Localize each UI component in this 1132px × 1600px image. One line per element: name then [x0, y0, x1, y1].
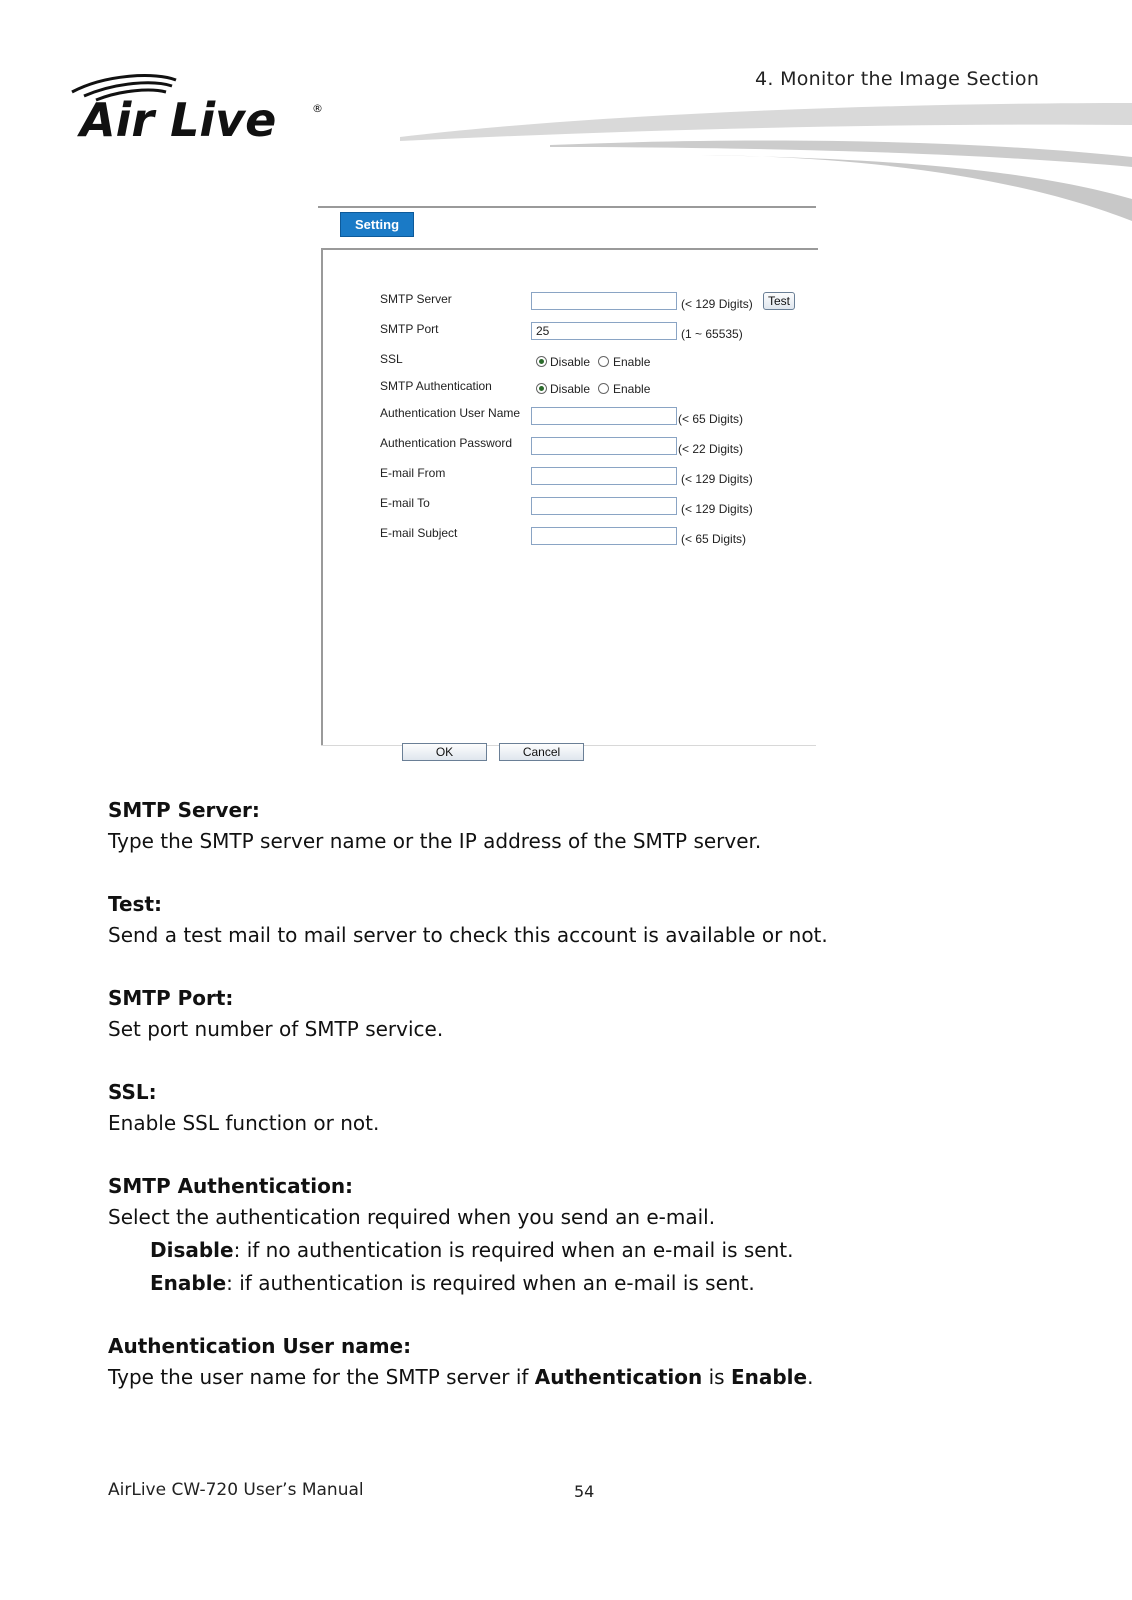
airlive-logo [66, 70, 336, 150]
auth-password-label: Authentication Password [380, 436, 513, 450]
ssl-term: SSL: [108, 1080, 157, 1104]
footer-page-number: 54 [574, 1482, 595, 1501]
email-to-hint: (< 129 Digits) [681, 502, 753, 516]
cancel-button[interactable]: Cancel [499, 743, 584, 761]
tab-setting[interactable]: Setting [340, 212, 414, 237]
test-desc: Send a test mail to mail server to check this account is available or not. [108, 923, 828, 947]
svg-text:®: ® [312, 102, 323, 115]
smtp-port-desc: Set port number of SMTP service. [108, 1017, 444, 1041]
smtp-server-hint: (< 129 Digits) [681, 297, 753, 311]
ssl-label: SSL [380, 352, 403, 366]
auth-term: SMTP Authentication: [108, 1174, 354, 1198]
email-from-input[interactable] [531, 467, 677, 485]
auth-enable-label: Enable [613, 382, 651, 396]
settings-screenshot [318, 200, 816, 780]
email-subject-hint: (< 65 Digits) [681, 532, 747, 546]
page-section-header: 4. Monitor the Image Section [755, 68, 1040, 90]
auth-enable-term: Enable [150, 1271, 227, 1295]
auth-enable-radio[interactable] [598, 383, 609, 394]
test-button[interactable]: Test [763, 292, 795, 310]
smtp-port-label: SMTP Port [380, 322, 439, 336]
email-to-label: E-mail To [380, 496, 430, 510]
ssl-disable-label: Disable [550, 355, 591, 369]
auth-password-hint: (< 22 Digits) [678, 442, 744, 456]
auth-desc: Select the authentication required when you send an e-mail. [108, 1205, 716, 1229]
auth-password-input[interactable] [531, 437, 677, 455]
ssl-desc: Enable SSL function or not. [108, 1111, 380, 1135]
user-desc-1: Type the user name for the SMTP server if [108, 1365, 535, 1389]
auth-enable-line [108, 1267, 1028, 1300]
smtp-port-input[interactable]: 25 [531, 322, 677, 340]
auth-disable-label: Disable [550, 382, 591, 396]
auth-disable-desc: : if no authentication is required when an e-mail is sent. [233, 1238, 794, 1262]
auth-user-label: Authentication User Name [380, 406, 521, 420]
smtp-port-hint: (1 ~ 65535) [681, 327, 743, 341]
auth-disable-radio[interactable] [536, 383, 547, 394]
email-to-input[interactable] [531, 497, 677, 515]
test-term: Test: [108, 892, 163, 916]
auth-disable-line [108, 1234, 1028, 1267]
smtp-server-input[interactable] [531, 292, 677, 310]
smtp-auth-label: SMTP Authentication [380, 379, 492, 393]
ssl-enable-label: Enable [613, 355, 651, 369]
footer-manual: AirLive CW-720 User’s Manual [108, 1480, 364, 1500]
user-desc-bold2: Enable [730, 1365, 808, 1389]
smtp-server-desc: Type the SMTP server name or the IP address of the SMTP server. [108, 829, 762, 853]
user-desc-bold1: Authentication [534, 1365, 703, 1389]
user-term: Authentication User name: [108, 1334, 412, 1358]
email-subject-input[interactable] [531, 527, 677, 545]
ssl-enable-radio[interactable] [598, 356, 609, 367]
auth-enable-desc: : if authentication is required when an e-mail is sent. [226, 1271, 755, 1295]
top-divider [318, 206, 816, 208]
email-subject-label: E-mail Subject [380, 526, 458, 540]
ssl-disable-radio[interactable] [536, 356, 547, 367]
auth-user-input[interactable] [531, 407, 677, 425]
smtp-server-term: SMTP Server: [108, 798, 260, 822]
smtp-port-term: SMTP Port: [108, 986, 234, 1010]
user-desc-2: is [702, 1365, 731, 1389]
user-desc-3: . [807, 1365, 814, 1389]
auth-disable-term: Disable [150, 1238, 234, 1262]
email-from-hint: (< 129 Digits) [681, 472, 753, 486]
auth-user-hint: (< 65 Digits) [678, 412, 744, 426]
document-body [108, 795, 1028, 1394]
smtp-server-label: SMTP Server [380, 292, 452, 306]
email-from-label: E-mail From [380, 466, 446, 480]
svg-text:Air Live: Air Live [80, 93, 277, 147]
ok-button[interactable]: OK [402, 743, 487, 761]
user-desc [108, 1361, 1028, 1394]
